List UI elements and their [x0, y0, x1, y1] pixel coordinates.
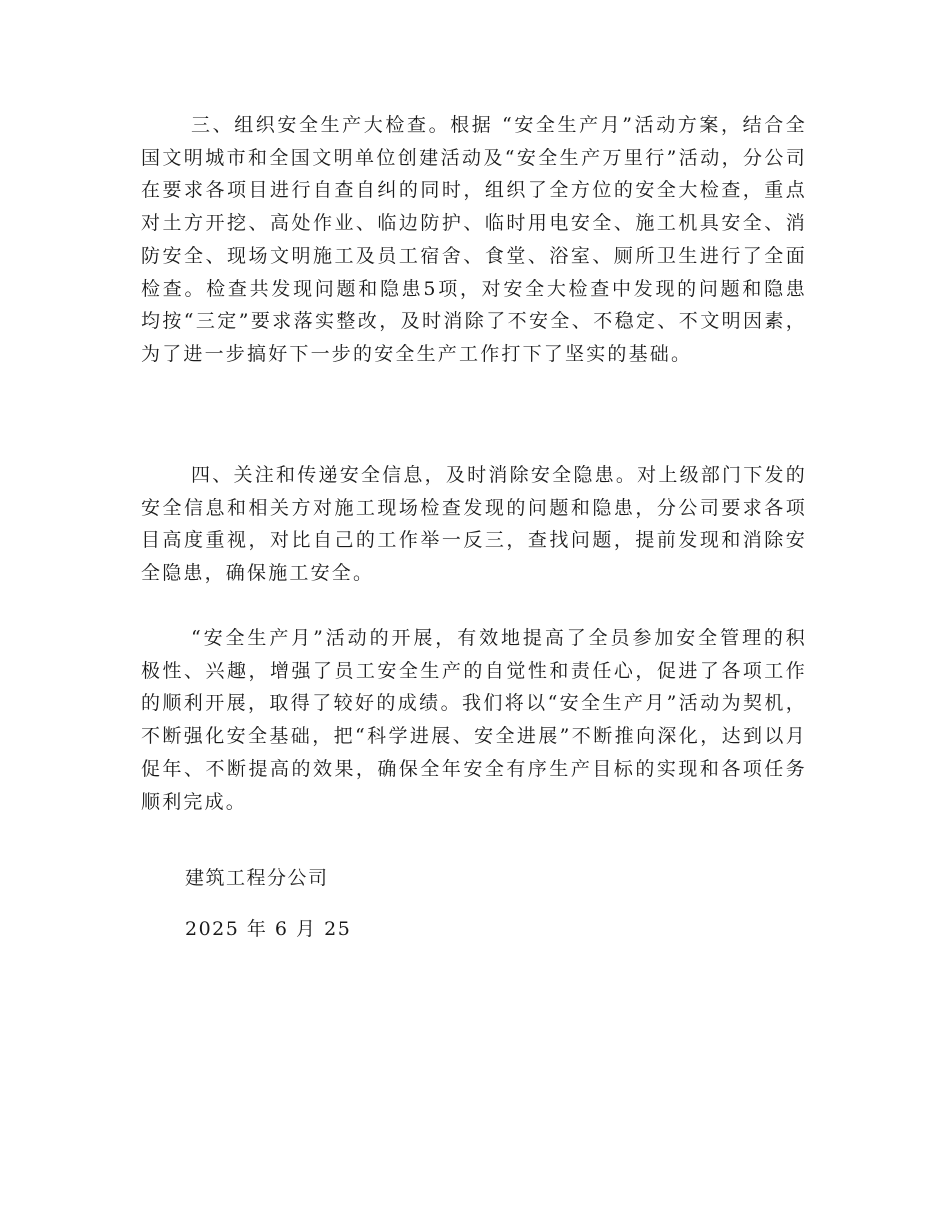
paragraph-safety-inspection: 三、组织安全生产大检查。根据 “安全生产月”活动方案，结合全国文明城市和全国文明单位创建活动及“安全生产万里行”活动，分公司在要求各项目进行自查自纠的同时，组织了全方位的安全大检查，重点对土方开挖、高处作业、临边防护、临时用电安全、施工机具安全、消防安全、现场文明施工及员工宿舍、食堂、浴室、厕所卫生进行了全面检查。检查共发现问题和隐患5项，对安全大检查中发现的问题和隐患均按“三定”要求落实整改，及时消除了不安全、不稳定、不文明因素，为了进一步搞好下一步的安全生产工作打下了坚实的基础。: [141, 114, 807, 365]
paragraph-conclusion: “安全生产月”活动的开展，有效地提高了全员参加安全管理的积极性、兴趣，增强了员工安全生产的自觉性和责任心，促进了各项工作的顺利开展，取得了较好的成绩。我们将以“安全生产月”活动为契机，不断强化安全基础，把“科学进展、安全进展”不断推向深化，达到以月促年、不断提高的效果，确保全年安全有序生产目标的实现和各项任务顺利完成。: [141, 627, 807, 813]
signature-company: 建筑工程分公司: [185, 867, 329, 889]
paragraph-safety-information: 四、关注和传递安全信息，及时消除安全隐患。对上级部门下发的安全信息和相关方对施工现场检查发现的问题和隐患，分公司要求各项目高度重视，对比自己的工作举一反三，查找问题，提前发现和消除安全隐患，确保施工安全。: [141, 464, 807, 585]
signature-date: 2025 年 6 月 25: [185, 918, 352, 940]
